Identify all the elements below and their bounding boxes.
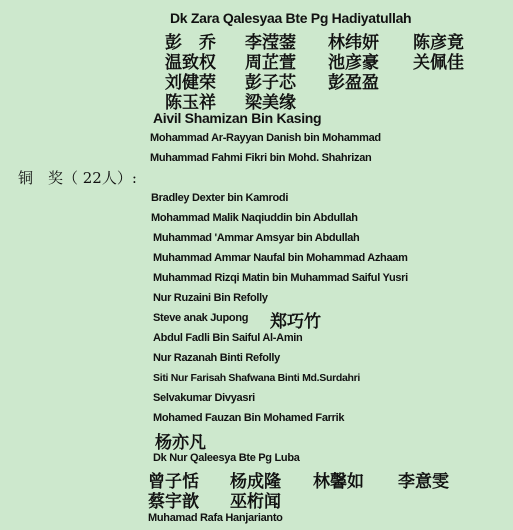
chinese-name: 池彦豪 [328, 53, 379, 73]
winner-name: Nur Razanah Binti Refolly [153, 352, 280, 364]
winner-name: Nur Ruzaini Bin Refolly [153, 292, 268, 304]
chinese-name: 周芷萱 [245, 53, 296, 73]
chinese-name: 李意雯 [398, 472, 449, 492]
chinese-name: 林馨如 [313, 472, 364, 492]
chinese-name: 李滢蓥 [245, 33, 296, 53]
chinese-name: 郑巧竹 [270, 312, 321, 332]
chinese-name: 林纬妍 [328, 33, 379, 53]
winner-name: Aivil Shamizan Bin Kasing [153, 110, 322, 126]
chinese-name: 彭 乔 [165, 33, 216, 53]
winner-name: Selvakumar Divyasri [153, 392, 255, 404]
bronze-award-heading: 铜 奖（ 22人）: [18, 169, 137, 187]
chinese-name: 蔡宇歆 [148, 492, 199, 512]
winner-name: Muhammad Fahmi Fikri bin Mohd. Shahrizan [150, 152, 372, 164]
winner-name: Muhammad Ammar Naufal bin Mohammad Azhaam [153, 252, 408, 264]
winner-name: Muhamad Rafa Hanjarianto [148, 512, 283, 524]
chinese-name: 温致权 [165, 53, 216, 73]
chinese-name: 杨亦凡 [155, 433, 206, 453]
winner-name: Dk Nur Qaleesya Bte Pg Luba [153, 452, 300, 464]
winner-name: Muhammad Rizqi Matin bin Muhammad Saiful Yusri [153, 272, 408, 284]
winner-name: Dk Zara Qalesyaa Bte Pg Hadiyatullah [170, 10, 412, 26]
chinese-name: 彭子芯 [245, 73, 296, 93]
chinese-name: 彭盈盈 [328, 73, 379, 93]
winner-name: Mohammad Malik Naqiuddin bin Abdullah [151, 212, 358, 224]
chinese-name: 陈玉祥 [165, 93, 216, 113]
chinese-name: 刘健荣 [165, 73, 216, 93]
winner-name: Steve anak Jupong [153, 312, 249, 324]
chinese-name: 杨成隆 [230, 472, 281, 492]
winner-name: Mohammad Ar-Rayyan Danish bin Mohammad [150, 132, 381, 144]
chinese-name: 巫桁闻 [230, 492, 281, 512]
chinese-name: 曾子恬 [148, 472, 199, 492]
winner-name: Abdul Fadli Bin Saiful Al-Amin [153, 332, 303, 344]
chinese-names-row [148, 487, 281, 512]
chinese-name: 梁美缘 [245, 93, 296, 113]
winner-name: Muhammad 'Ammar Amsyar bin Abdullah [153, 232, 360, 244]
chinese-name: 关佩佳 [413, 53, 464, 73]
winner-name: Bradley Dexter bin Kamrodi [151, 192, 289, 204]
winner-name: Mohamed Fauzan Bin Mohamed Farrik [153, 412, 345, 424]
winner-name: Siti Nur Farisah Shafwana Binti Md.Surdahri [153, 372, 361, 384]
chinese-name: 陈彦竟 [413, 33, 464, 53]
